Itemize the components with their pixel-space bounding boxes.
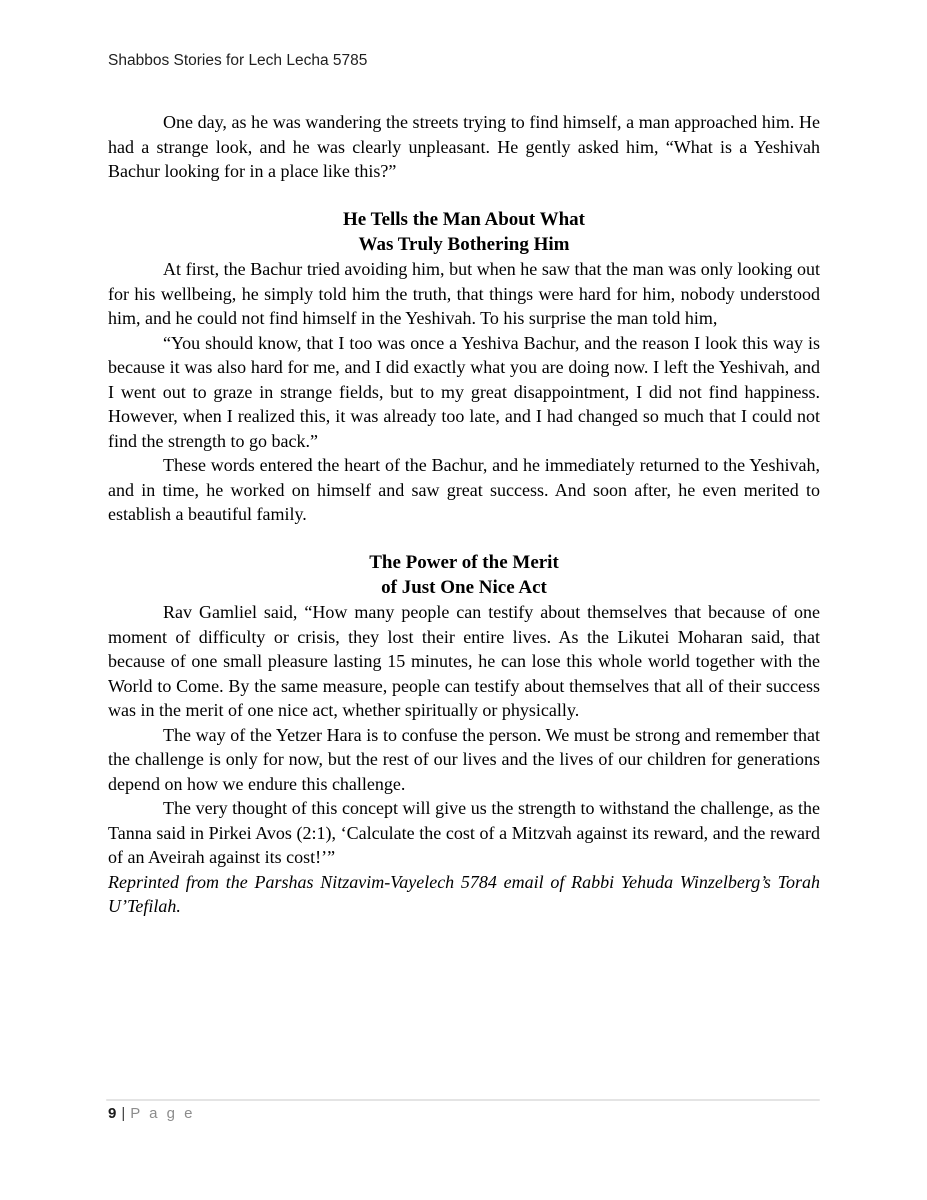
attribution-source-line: Reprinted from the Parshas Nitzavim-Vayelech 5784 email of Rabbi Yehuda Winzelberg’s Torah U’Tefilah.: [108, 871, 820, 916]
section-heading-power-of-merit: [108, 551, 820, 600]
paragraph-very-thought: The very thought of this concept will give us the strength to withstand the challenge, as the Tanna said in Pirkei Avos (2:1), ‘Calculate the cost of a Mitzvah against its reward, and the reward of an Aveirah against its cost!’”: [108, 798, 820, 867]
footer-divider-line: [106, 1099, 820, 1101]
paragraph-one-day: One day, as he was wandering the streets trying to find himself, a man approached him. He had a strange look, and he was clearly unpleasant. He gently asked him, “What is a Yeshivah Bachur looking for in a place like this?”: [108, 112, 820, 181]
page-number: 9: [108, 1105, 117, 1122]
paragraph-you-should-know: “You should know, that I too was once a Yeshiva Bachur, and the reason I look this way is because it was also hard for me, and I did exactly what you are doing now. I left the Yeshivah, and I went out to graze in strange fields, but to my great disappointment, I did not find happiness. However, when I realized this, it was already too late, and I had changed so much that I could not find the strength to go back.”: [108, 332, 820, 451]
document-content: [108, 110, 820, 919]
paragraph-these-words: These words entered the heart of the Bachur, and he immediately returned to the Yeshivah, and in time, he worked on himself and saw great success. And soon after, he even merited to establish a beautiful family.: [108, 455, 820, 524]
section-heading-line: The Power of the Merit: [369, 552, 559, 573]
paragraph-at-first: At first, the Bachur tried avoiding him, but when he saw that the man was only looking out for his wellbeing, he simply told him the truth, that things were hard for him, nobody understood him, and he could not find himself in the Yeshivah. To his surprise the man told him,: [108, 259, 820, 328]
paragraph-yetzer-hara: The way of the Yetzer Hara is to confuse the person. We must be strong and remember that the challenge is only for now, but the rest of our lives and the lives of our children for generations depend on how we endure this challenge.: [108, 724, 820, 794]
section-heading-line: of Just One Nice Act: [381, 576, 547, 598]
page-word-label: P a g e: [130, 1105, 196, 1122]
footer-separator: |: [121, 1105, 126, 1122]
section-heading-he-tells: [108, 208, 820, 257]
page-header-title: Shabbos Stories for Lech Lecha 5785: [108, 52, 368, 69]
paragraph-rav-gamliel: Rav Gamliel said, “How many people can testify about themselves that because of one moment of difficulty or crisis, they lost their entire lives. As the Likutei Moharan said, that because of one small pleasure lasting 15 minutes, he can lose this whole world together with the World to Come. By the same measure, people can testify about themselves that all of their success was in the merit of one nice act, whether spiritually or physically.: [108, 602, 820, 720]
page-footer: [108, 1105, 195, 1122]
section-heading-line: He Tells the Man About What: [343, 209, 585, 230]
section-heading-line: Was Truly Bothering Him: [358, 233, 570, 255]
